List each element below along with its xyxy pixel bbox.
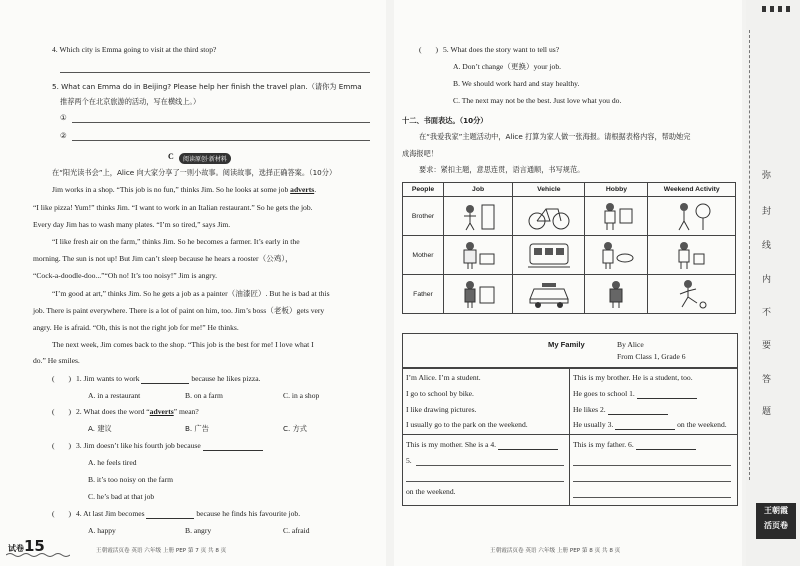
- option-b[interactable]: B. 广告: [185, 424, 209, 433]
- section-12-requirements: 要求：紧扣主题，意思连贯，语言通顺，书写规范。: [419, 165, 585, 174]
- story-line: “I like pizza! Yum!” thinks Jim. “I want to work in an Italian restaurant.” So he gets the job.: [33, 203, 313, 212]
- poster-text: on the weekend.: [406, 487, 456, 496]
- question-5-line2: 推荐两个在北京旅游的活动，写在横线上。）: [60, 97, 201, 106]
- option-b[interactable]: B. on a farm: [185, 391, 223, 400]
- story-line: “I’m good at art,” thinks Jim. So he gets a job as a painter（油漆匠）. But he is bad at this: [52, 289, 330, 298]
- poster-header-box: [402, 333, 738, 369]
- header-people: People: [403, 183, 444, 197]
- brand-logo: [756, 503, 796, 539]
- section-12-desc-2: 成海报吧！: [402, 149, 438, 158]
- option-c[interactable]: C. 方式: [283, 424, 307, 433]
- drawing-hobby-icon: [596, 201, 636, 231]
- option-a[interactable]: A. he feels tired: [88, 458, 137, 467]
- answer-line[interactable]: [416, 465, 564, 466]
- option-b[interactable]: B. We should work hard and stay healthy.: [453, 79, 580, 88]
- poster-class: From Class 1, Grade 6: [617, 352, 686, 361]
- cooking-hobby-icon: [596, 240, 636, 270]
- poster-text: I’m Alice. I’m a student.: [406, 373, 481, 382]
- seal-char: 线: [762, 241, 772, 251]
- option-c[interactable]: C. afraid: [283, 526, 310, 535]
- story-line: angry. He is afraid. “Oh, this is not the right job for me!” He thinks.: [33, 323, 239, 332]
- table-cell: [585, 197, 648, 236]
- seal-char: 题: [762, 407, 772, 417]
- poster-text: I usually go to the park on the weekend.: [406, 420, 528, 429]
- section-12-desc: 在“我爱我家”主题活动中，Alice 打算为家人做一张海报。请根据表格内容，帮助她完: [419, 132, 691, 141]
- answer-line[interactable]: [573, 497, 731, 498]
- story-line: “Cock-a-doodle-doo...”“Oh no! It’s too noisy!” Jim is angry.: [33, 271, 218, 280]
- question-s4: 4. At last Jim becomes because he finds his favourite job.: [76, 509, 301, 518]
- table-cell: [648, 236, 736, 275]
- header-vehicle: Vehicle: [513, 183, 585, 197]
- story-line: The next week, Jim comes back to the shop. “This job is the best for me! I love what I: [52, 340, 314, 349]
- family-info-table: [402, 182, 736, 314]
- footer-right: 王朝霞活页卷 英语 六年级 上册 PEP 第 8 页 共 8 页: [490, 548, 621, 554]
- strip-decoration-icon: [762, 6, 790, 12]
- story-paragraph: Jim works in a shop. “This job is no fun,” thinks Jim. So he looks at some job adverts.: [52, 185, 317, 194]
- question-s3: 3. Jim doesn’t like his fourth job because: [76, 441, 263, 451]
- poster-text: This is my brother. He is a student, too.: [573, 373, 693, 382]
- brand-logo-line1: 王朝霞: [764, 506, 788, 515]
- subway-icon: [526, 240, 572, 270]
- table-cell: [585, 236, 648, 275]
- seal-char: 不: [762, 308, 772, 318]
- shopping-activity-icon: [670, 240, 714, 270]
- option-a[interactable]: A. Don’t change（更换）your job.: [453, 62, 562, 71]
- teacher-job-icon: [456, 279, 500, 309]
- poster-text: I like drawing pictures.: [406, 405, 477, 414]
- seal-char: 封: [762, 207, 772, 217]
- table-cell: [513, 197, 585, 236]
- option-c[interactable]: C. The next may not be the best. Just love what you do.: [453, 96, 622, 105]
- page-label: 试卷: [8, 544, 24, 553]
- football-activity-icon: [670, 279, 714, 309]
- option-b[interactable]: B. angry: [185, 526, 212, 535]
- row-mother: Mother: [403, 236, 444, 275]
- question-s2: 2. What does the word “adverts” mean?: [76, 407, 199, 416]
- answer-marker-2: ②: [60, 131, 67, 140]
- row-brother: Brother: [403, 197, 444, 236]
- answer-bracket[interactable]: ( ): [419, 45, 439, 54]
- table-cell: [648, 197, 736, 236]
- story-line: Every day Jim has to wash many plates. “I’m so tired,” says Jim.: [33, 220, 231, 229]
- story-line: “I like fresh air on the farm,” thinks Jim. So he becomes a farmer. It’s early in the: [52, 237, 300, 246]
- seal-line: [749, 30, 750, 480]
- doctor-job-icon: [456, 240, 500, 270]
- poster-blank-4[interactable]: This is my mother. She is a 4.: [406, 440, 558, 450]
- table-cell: [513, 275, 585, 314]
- table-cell: [444, 197, 513, 236]
- poster-author: By Alice: [617, 340, 644, 349]
- option-b[interactable]: B. it’s too noisy on the farm: [88, 475, 174, 484]
- story-line: morning. The sun is not up! But Jim can’t sleep because he hears a rooster（公鸡），: [33, 254, 293, 263]
- option-c[interactable]: C. in a shop: [283, 391, 320, 400]
- poster-blank-6[interactable]: This is my father. 6.: [573, 440, 696, 450]
- option-c[interactable]: C. he’s bad at that job: [88, 492, 155, 501]
- question-s1: 1. Jim wants to work because he likes pizza.: [76, 374, 261, 383]
- header-hobby: Hobby: [585, 183, 648, 197]
- seal-char: 答: [762, 375, 772, 385]
- poster-title: My Family: [548, 340, 585, 349]
- poster-blank-1[interactable]: He goes to school 1.: [573, 389, 697, 399]
- answer-line-2[interactable]: [72, 140, 370, 141]
- question-5-line1: 5. What can Emma do in Beijing? Please help her finish the travel plan.（请你为 Emma: [52, 82, 362, 91]
- table-cell: [444, 275, 513, 314]
- bicycle-icon: [526, 201, 572, 231]
- story-line: job. There is paint everywhere. There is a lot of paint on him, too. Jim’s boss（老板）gets very: [33, 306, 325, 315]
- seal-char: 要: [762, 341, 772, 351]
- option-a[interactable]: A. 建议: [88, 424, 112, 433]
- answer-line[interactable]: [60, 72, 370, 73]
- table-cell: [585, 275, 648, 314]
- table-cell: [648, 275, 736, 314]
- park-activity-icon: [670, 201, 714, 231]
- poster-blank-2[interactable]: He likes 2.: [573, 405, 668, 415]
- answer-line[interactable]: [573, 465, 731, 466]
- seal-char: 内: [762, 275, 772, 285]
- footer-left: 王朝霞活页卷 英语 六年级 上册 PEP 第 7 页 共 8 页: [96, 548, 227, 554]
- story-line: do.” He smiles.: [33, 356, 80, 365]
- binding-strip: [746, 0, 800, 566]
- wave-decoration-icon: [6, 552, 70, 558]
- option-a[interactable]: A. happy: [88, 526, 116, 535]
- answer-line[interactable]: [573, 481, 731, 482]
- poster-blank-3[interactable]: He usually 3. on the weekend.: [573, 420, 727, 429]
- header-job: Job: [444, 183, 513, 197]
- question-4: 4. Which city is Emma going to visit at the third stop?: [52, 45, 217, 54]
- header-weekend: Weekend Activity: [648, 183, 736, 197]
- answer-bracket[interactable]: ( ): [52, 441, 72, 450]
- seal-char: 弥: [762, 171, 772, 181]
- brand-logo-line2: 活页卷: [764, 521, 788, 530]
- option-a[interactable]: A. in a restaurant: [88, 391, 141, 400]
- answer-bracket[interactable]: ( ): [52, 407, 72, 416]
- answer-bracket[interactable]: ( ): [52, 374, 72, 383]
- table-cell: [444, 236, 513, 275]
- answer-line[interactable]: [406, 481, 564, 482]
- row-father: Father: [403, 275, 444, 314]
- student-school-icon: [456, 201, 500, 231]
- section-12-title: 十二、书面表达。（10分）: [402, 116, 488, 125]
- section-letter: C: [168, 152, 174, 161]
- section-badge: 阅读原创·新材料: [179, 153, 231, 164]
- reading-hobby-icon: [596, 279, 636, 309]
- poster-text: I go to school by bike.: [406, 389, 474, 398]
- page-number: 15: [24, 537, 45, 555]
- reading-intro: 在“阳光读书会”上，Alice 向大家分享了一则小故事。阅读故事，选择正确答案。（10分）: [52, 168, 337, 177]
- answer-bracket[interactable]: ( ): [52, 509, 72, 518]
- answer-marker-1: ①: [60, 113, 67, 122]
- taxi-icon: [526, 279, 572, 309]
- poster-blank-5-label: 5.: [406, 456, 412, 465]
- answer-line-1[interactable]: [72, 122, 370, 123]
- question-s5: 5. What does the story want to tell us?: [443, 45, 560, 54]
- table-cell: [513, 236, 585, 275]
